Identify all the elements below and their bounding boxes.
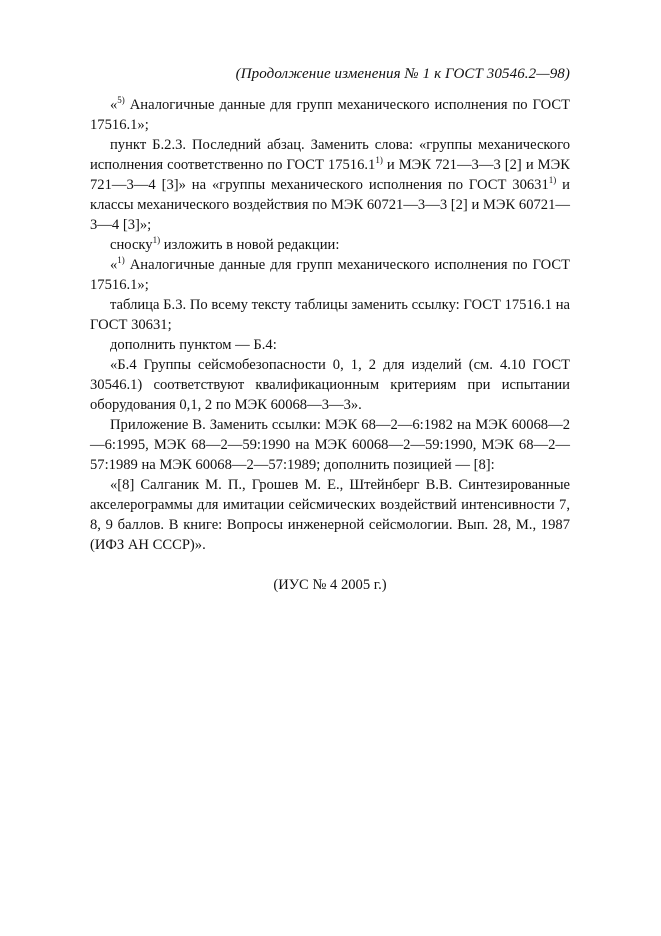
paragraph-text: Аналогичные данные для групп механического исполнения по ГОСТ 17516.1»; <box>90 97 570 133</box>
footnote-marker: 1) <box>548 175 557 186</box>
appendix-v-paragraph: Приложение В. Заменить ссылки: МЭК 68—2—6:1982 на МЭК 60068—2—6:1995, МЭК 68—2—59:1990 на МЭК 60068—2—59:1990, МЭК 68—2—57:1989 на МЭК 60068—2—57:1989; дополнить позицией — [8]: <box>90 417 570 473</box>
paragraph-text: и классы механического воздействия по МЭК 60721—3—3 [2] и МЭК 60721—3—4 [3]»; <box>90 177 570 233</box>
source-footer: (ИУС № 4 2005 г.) <box>273 577 387 593</box>
footnote-instruction <box>90 235 570 255</box>
footnote-marker: 5) <box>117 95 125 106</box>
footnote-5-text <box>90 95 570 135</box>
continuation-header: (Продолжение изменения № 1 к ГОСТ 30546.2—98) <box>235 66 570 82</box>
footnote-marker: 1) <box>152 235 161 246</box>
footnote-marker: 1) <box>117 255 125 266</box>
footnote-1-text <box>90 255 570 295</box>
paragraph-text: изложить в новой редакции: <box>160 237 340 253</box>
quote-open: « <box>110 97 118 113</box>
paragraph-text: пункт Б.2.3. Последний абзац. Заменить слова: «группы механического исполнения соответственно по ГОСТ 17516.1 <box>90 137 570 173</box>
clause-b23-paragraph <box>90 135 570 235</box>
reference-8-paragraph: «[8] Салганик М. П., Грошев М. Е., Штейнберг В.В. Синтезированные акселерограммы для имитации сейсмических воздействий интенсивности 7, 8, 9 баллов. В книге: Вопросы инженерной сейсмологии. Вып. 28, М., 1987 (ИФЗ АН СССР)». <box>90 477 570 553</box>
table-b3-paragraph: таблица Б.3. По всему тексту таблицы заменить ссылку: ГОСТ 17516.1 на ГОСТ 30631; <box>90 297 570 333</box>
paragraph-text: и МЭК 721—3—3 [2] и МЭК 721—3—4 [3]» на «группы механического исполнения по ГОСТ 30631 <box>90 157 570 193</box>
quote-open: « <box>110 257 118 273</box>
clause-b4-paragraph: «Б.4 Группы сейсмобезопасности 0, 1, 2 для изделий (см. 4.10 ГОСТ 30546.1) соответствуют квалификационным критериям при испытании оборудования 0,1, 2 по МЭК 60068—3—3». <box>90 357 570 413</box>
paragraph-text: сноску <box>110 237 153 253</box>
footnote-marker: 1) <box>375 155 383 166</box>
paragraph-text: Аналогичные данные для групп механического исполнения по ГОСТ 17516.1»; <box>90 257 570 293</box>
add-clause-paragraph: дополнить пунктом — Б.4: <box>110 337 277 353</box>
document-page <box>90 66 570 594</box>
